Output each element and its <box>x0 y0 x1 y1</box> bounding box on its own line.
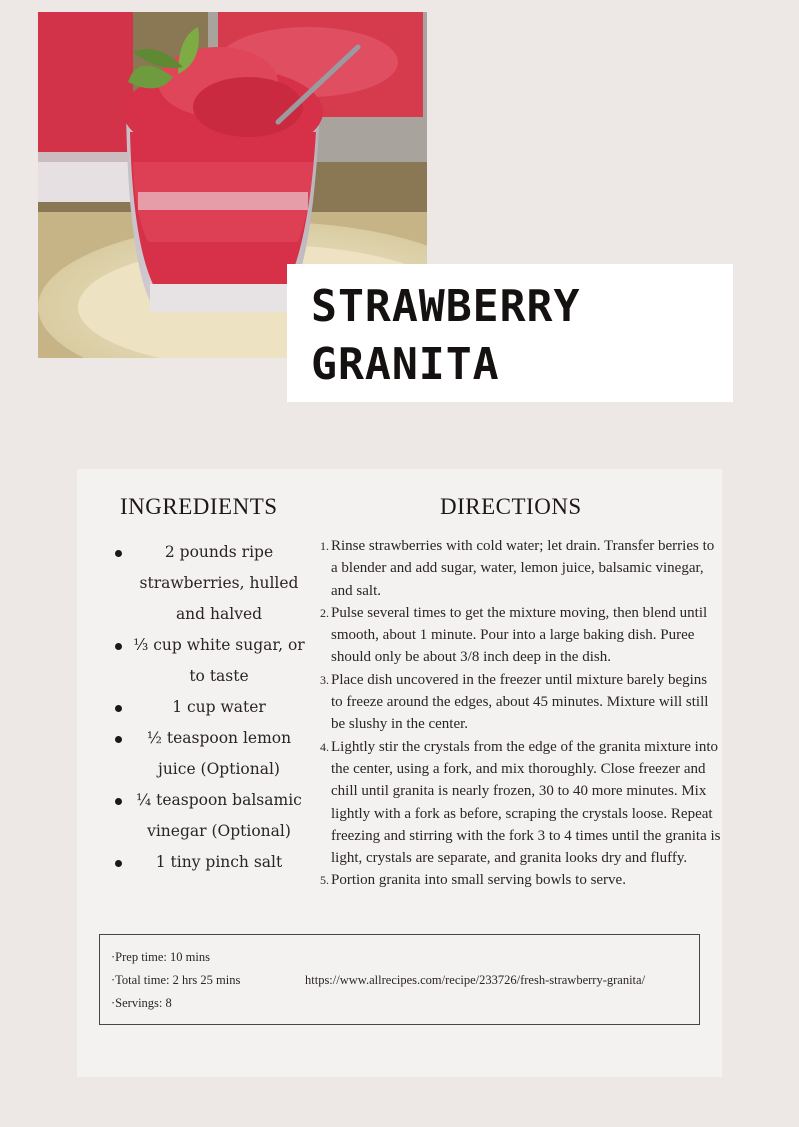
step-text: Lightly stir the crystals from the edge of the granita mixture into the center, using a fork, and mix thoroughly. Close freezer and chill until granita is nearly frozen, 30 to 40 more minutes. Mix lightly with a fork as before, scraping the crystals loose. Repeat freezing and stirring with the fork 3 to 4 times until the granita is light, crystals are separate, and granita looks dry and fluffy. <box>331 738 721 867</box>
list-item <box>109 723 309 785</box>
ingredient-text: ⅓ cup white sugar, or to taste <box>133 636 305 685</box>
ingredients-list <box>109 537 309 878</box>
ingredient-text: 1 tiny pinch salt <box>155 853 283 871</box>
step-number: 5. <box>320 873 329 888</box>
step-number: 2. <box>320 605 329 620</box>
list-item <box>109 692 309 723</box>
list-item <box>109 847 309 878</box>
bullet-icon <box>115 860 122 867</box>
title-line-2: GRANITA <box>311 339 500 390</box>
recipe-panel <box>77 469 722 1077</box>
directions-heading: DIRECTIONS <box>440 494 582 519</box>
list-item <box>109 537 309 630</box>
bullet-icon <box>115 643 122 650</box>
list-item <box>109 630 309 692</box>
title-line-1: STRAWBERRY <box>311 281 581 332</box>
ingredient-text: ½ teaspoon lemon juice (Optional) <box>146 729 292 778</box>
prep-time: ·Prep time: 10 mins <box>111 950 210 964</box>
bullet-icon <box>115 798 122 805</box>
ingredient-text: 2 pounds ripe strawberries, hulled and halved <box>139 543 299 623</box>
step-number: 4. <box>320 739 329 754</box>
bullet-icon <box>115 550 122 557</box>
step-text: Place dish uncovered in the freezer until mixture barely begins to freeze around the edges, about 45 minutes. Mixture will still be slushy in the center. <box>331 671 709 733</box>
list-item <box>109 785 309 847</box>
total-time: ·Total time: 2 hrs 25 mins <box>111 973 241 987</box>
ingredient-text: ¼ teaspoon balsamic vinegar (Optional) <box>136 791 302 840</box>
step-text: Pulse several times to get the mixture moving, then blend until smooth, about 1 minute. Pour into a large baking dish. Puree should only be about 3/8 inch deep in the dish. <box>331 604 708 666</box>
direction-step <box>317 736 722 870</box>
title-card <box>287 264 733 402</box>
ingredient-text: 1 cup water <box>172 698 266 716</box>
directions-list <box>317 535 722 892</box>
recipe-info-box <box>99 934 700 1025</box>
source-url: https://www.allrecipes.com/recipe/233726/fresh-strawberry-granita/ <box>305 973 646 987</box>
step-number: 3. <box>320 672 329 687</box>
direction-step <box>317 535 722 602</box>
step-text: Portion granita into small serving bowls to serve. <box>331 872 626 889</box>
step-text: Rinse strawberries with cold water; let drain. Transfer berries to a blender and add sugar, water, lemon juice, balsamic vinegar, and salt. <box>331 538 715 599</box>
servings: ·Servings: 8 <box>111 996 172 1010</box>
direction-step <box>317 869 722 891</box>
bullet-icon <box>115 705 122 712</box>
direction-step <box>317 602 722 669</box>
bullet-icon <box>115 736 122 743</box>
direction-step <box>317 669 722 736</box>
ingredients-heading: INGREDIENTS <box>120 494 278 519</box>
step-number: 1. <box>320 539 329 553</box>
